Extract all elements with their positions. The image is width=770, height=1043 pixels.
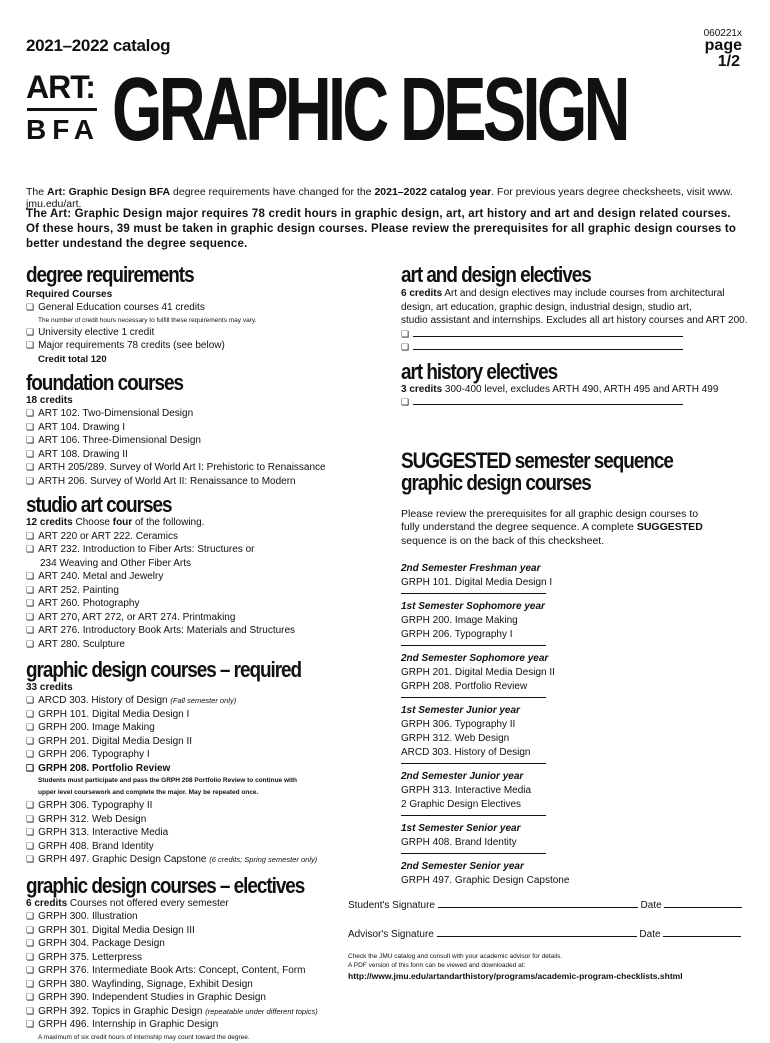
gd-electives-heading: graphic design courses – electives: [26, 872, 305, 898]
semester-course: GRPH 306. Typography II: [401, 719, 516, 730]
studio-item[interactable]: ❏ ART 220 or ART 222. Ceramics: [26, 530, 371, 544]
foundation-item[interactable]: ❏ ARTH 206. Survey of World Art II: Renaissance to Modern: [26, 475, 371, 489]
advisor-date-field[interactable]: [663, 928, 741, 937]
art-history-heading: art history electives: [401, 358, 558, 384]
left-column: [26, 264, 371, 1043]
semester-heading: 2nd Semester Senior year: [401, 861, 524, 872]
suggested-sequence-subheading: graphic design courses: [401, 469, 591, 495]
semester-course: GRPH 313. Interactive Media: [401, 785, 532, 796]
gd-required-item[interactable]: ❏ GRPH 200. Image Making: [26, 721, 371, 735]
gd-elective-item[interactable]: ❏ GRPH 380. Wayfinding, Signage, Exhibit Design: [26, 978, 371, 992]
semester-course: GRPH 312. Web Design: [401, 733, 510, 744]
advisor-signature-row[interactable]: [348, 928, 741, 941]
studio-item[interactable]: ❏ ART 260. Photography: [26, 597, 371, 611]
art-design-electives-heading: art and design electives: [401, 262, 591, 287]
semester-sequence: [401, 562, 751, 888]
gened-note: The number of credit hours necessary to fulfill these requirements may vary.: [38, 316, 257, 324]
gened-checkbox-item[interactable]: ❏ General Education courses 41 credits: [26, 301, 371, 315]
gd-required-item[interactable]: ❏ GRPH 206. Typography I: [26, 748, 371, 762]
checklist-url-link[interactable]: http://www.jmu.edu/artandarthistory/programs/academic-program-checklists.shtml: [348, 971, 683, 981]
footer: [348, 952, 748, 982]
page-label: page: [704, 37, 742, 54]
student-signature-row[interactable]: [348, 899, 742, 912]
credit-total: Credit total 120: [38, 353, 107, 365]
studio-item-continued: 234 Weaving and Other Fiber Arts: [40, 557, 192, 569]
studio-item[interactable]: ❏ ART 270, ART 272, or ART 274. Printmaking: [26, 611, 371, 625]
foundation-item[interactable]: ❏ ART 108. Drawing II: [26, 448, 371, 462]
gd-elective-item[interactable]: ❏ GRPH 496. Internship in Graphic Design: [26, 1018, 371, 1032]
semester-heading: 2nd Semester Freshman year: [401, 563, 541, 574]
gd-required-item[interactable]: ❏ GRPH 306. Typography II: [26, 799, 371, 813]
art-history-description: 3 credits 300-400 level, excludes ARTH 490, ARTH 495 and ARTH 499: [401, 383, 719, 395]
page-number: 1/2: [717, 53, 740, 70]
gd-elective-item[interactable]: ❏ GRPH 300. Illustration: [26, 910, 371, 924]
student-date-field[interactable]: [664, 899, 742, 908]
suggested-description: Please review the prerequisites for all graphic design courses to: [401, 507, 699, 520]
gd-elective-item[interactable]: ❏ GRPH 375. Letterpress: [26, 951, 371, 965]
footer-note: A PDF version of this form can be viewed and downloaded at:: [348, 962, 526, 969]
catalog-notice: The Art: Graphic Design BFA degree requirements have changed for the 2021–2022 catalog year. For previous years degree checksheets, visit www. jmu.edu/art.: [26, 186, 733, 210]
gd-elective-item[interactable]: ❏ GRPH 392. Topics in Graphic Design (repeatable under different topics): [26, 1005, 371, 1019]
art-design-description: 6 credits Art and design electives may include courses from architectural: [401, 288, 725, 299]
gd-required-item[interactable]: ❏ ARCD 303. History of Design (Fall semester only): [26, 694, 371, 708]
portfolio-note: Students must participate and pass the GRPH 208 Portfolio Review to continue with: [38, 777, 297, 784]
semester-course: GRPH 200. Image Making: [401, 615, 518, 626]
gd-required-item[interactable]: ❏ GRPH 201. Digital Media Design II: [26, 735, 371, 749]
gd-elective-item[interactable]: ❏ GRPH 376. Intermediate Book Arts: Concept, Content, Form: [26, 964, 371, 978]
date-label: Date: [639, 929, 661, 940]
semester-course: ARCD 303. History of Design: [401, 747, 531, 758]
advisor-signature-field[interactable]: [437, 928, 637, 937]
foundation-item[interactable]: ❏ ART 102. Two-Dimensional Design: [26, 407, 371, 421]
internship-note: A maximum of six credit hours of internship may count toward the degree.: [38, 1033, 250, 1041]
studio-item[interactable]: ❏ ART 252. Painting: [26, 584, 371, 598]
semester-heading: 1st Semester Senior year: [401, 823, 521, 834]
art-design-description: design, art education, graphic design, industrial design, studio art,: [401, 301, 692, 313]
art-design-elective-blank[interactable]: [401, 328, 751, 342]
portfolio-note: upper level coursework and complete the major. May be repeated once.: [38, 789, 259, 796]
foundation-heading: foundation courses: [26, 370, 183, 395]
required-courses-label: Required Courses: [26, 289, 113, 300]
suggested-description: fully understand the degree sequence. A complete SUGGESTED: [401, 521, 703, 533]
intro-paragraph: The Art: Graphic Design major requires 78 credit hours in graphic design, art, art history and art and design related courses. Of these hours, 39 must be taken in graphic design courses. Please review the prerequisites for all graphic design courses to better undestand the degree sequence.: [26, 208, 737, 250]
student-signature-label: Student's Signature: [348, 900, 435, 911]
gd-required-item[interactable]: ❏ GRPH 497. Graphic Design Capstone (6 credits; Spring semester only): [26, 853, 371, 867]
art-label: ART:: [26, 69, 95, 105]
advisor-signature-label: Advisor's Signature: [348, 929, 434, 940]
foundation-item[interactable]: ❏ ART 106. Three-Dimensional Design: [26, 434, 371, 448]
suggested-description: sequence is on the back of this checksheet.: [401, 534, 605, 547]
semester-course: GRPH 497. Graphic Design Capstone: [401, 875, 570, 886]
gd-required-item[interactable]: ❏ GRPH 313. Interactive Media: [26, 826, 371, 840]
semester-course: GRPH 206. Typography I: [401, 629, 513, 640]
semester-course: GRPH 408. Brand Identity: [401, 837, 517, 848]
foundation-item[interactable]: ❏ ART 104. Drawing I: [26, 421, 371, 435]
gd-required-heading: graphic design courses – required: [26, 657, 302, 682]
gd-electives-credits: 6 credits Courses not offered every semester: [26, 897, 229, 909]
semester-course: GRPH 201. Digital Media Design II: [401, 667, 555, 678]
semester-course: GRPH 208. Portfolio Review: [401, 681, 528, 692]
art-history-elective-blank[interactable]: [401, 396, 751, 410]
semester-course: GRPH 101. Digital Media Design I: [401, 577, 553, 588]
bfa-label: BFA: [26, 114, 100, 145]
student-signature-field[interactable]: [438, 899, 638, 908]
gd-required-item[interactable]: ❏ GRPH 408. Brand Identity: [26, 840, 371, 854]
degree-requirements-heading: degree requirements: [26, 262, 194, 287]
semester-heading: 1st Semester Sophomore year: [401, 601, 545, 612]
page-title: GRAPHIC DESIGN: [112, 60, 627, 160]
studio-item[interactable]: ❏ ART 232. Introduction to Fiber Arts: Structures or: [26, 543, 371, 557]
studio-art-heading: studio art courses: [26, 492, 172, 517]
semester-heading: 2nd Semester Sophomore year: [401, 653, 549, 664]
major-checkbox-item[interactable]: ❏ Major requirements 78 credits (see below): [26, 339, 371, 353]
date-label: Date: [640, 900, 662, 911]
suggested-sequence-heading: SUGGESTED semester sequence: [401, 447, 673, 473]
form-code: 060221x: [703, 28, 742, 39]
gd-required-credits: 33 credits: [26, 682, 73, 693]
art-design-elective-blank[interactable]: [401, 341, 751, 355]
gd-elective-item[interactable]: ❏ GRPH 390. Independent Studies in Graphic Design: [26, 991, 371, 1005]
studio-credits: 12 credits Choose four of the following.: [26, 517, 205, 528]
elective-checkbox-item[interactable]: ❏ University elective 1 credit: [26, 326, 371, 340]
footer-note: Check the JMU catalog and consult with your academic advisor for details.: [348, 953, 563, 960]
gd-required-item[interactable]: ❏ GRPH 312. Web Design: [26, 813, 371, 827]
semester-heading: 2nd Semester Junior year: [401, 771, 524, 782]
studio-item[interactable]: ❏ ART 276. Introductory Book Arts: Materials and Structures: [26, 624, 371, 638]
gd-elective-item[interactable]: ❏ GRPH 301. Digital Media Design III: [26, 924, 371, 938]
art-divider: [27, 108, 97, 111]
foundation-credits: 18 credits: [26, 395, 73, 406]
semester-heading: 1st Semester Junior year: [401, 705, 520, 716]
foundation-item[interactable]: ❏ ARTH 205/289. Survey of World Art I: Prehistoric to Renaissance: [26, 461, 371, 475]
art-design-description: studio assistant and internships. Excludes all art history courses and ART 200.: [401, 315, 748, 326]
gd-required-item[interactable]: ❏ GRPH 101. Digital Media Design I: [26, 708, 371, 722]
studio-item[interactable]: ❏ ART 280. Sculpture: [26, 638, 371, 652]
right-column: [401, 264, 751, 888]
gd-required-item[interactable]: ❏ GRPH 208. Portfolio Review: [26, 762, 371, 776]
catalog-year: 2021–2022 catalog: [26, 36, 171, 55]
studio-item[interactable]: ❏ ART 240. Metal and Jewelry: [26, 570, 371, 584]
gd-elective-item[interactable]: ❏ GRPH 304. Package Design: [26, 937, 371, 951]
semester-course: 2 Graphic Design Electives: [401, 799, 522, 810]
